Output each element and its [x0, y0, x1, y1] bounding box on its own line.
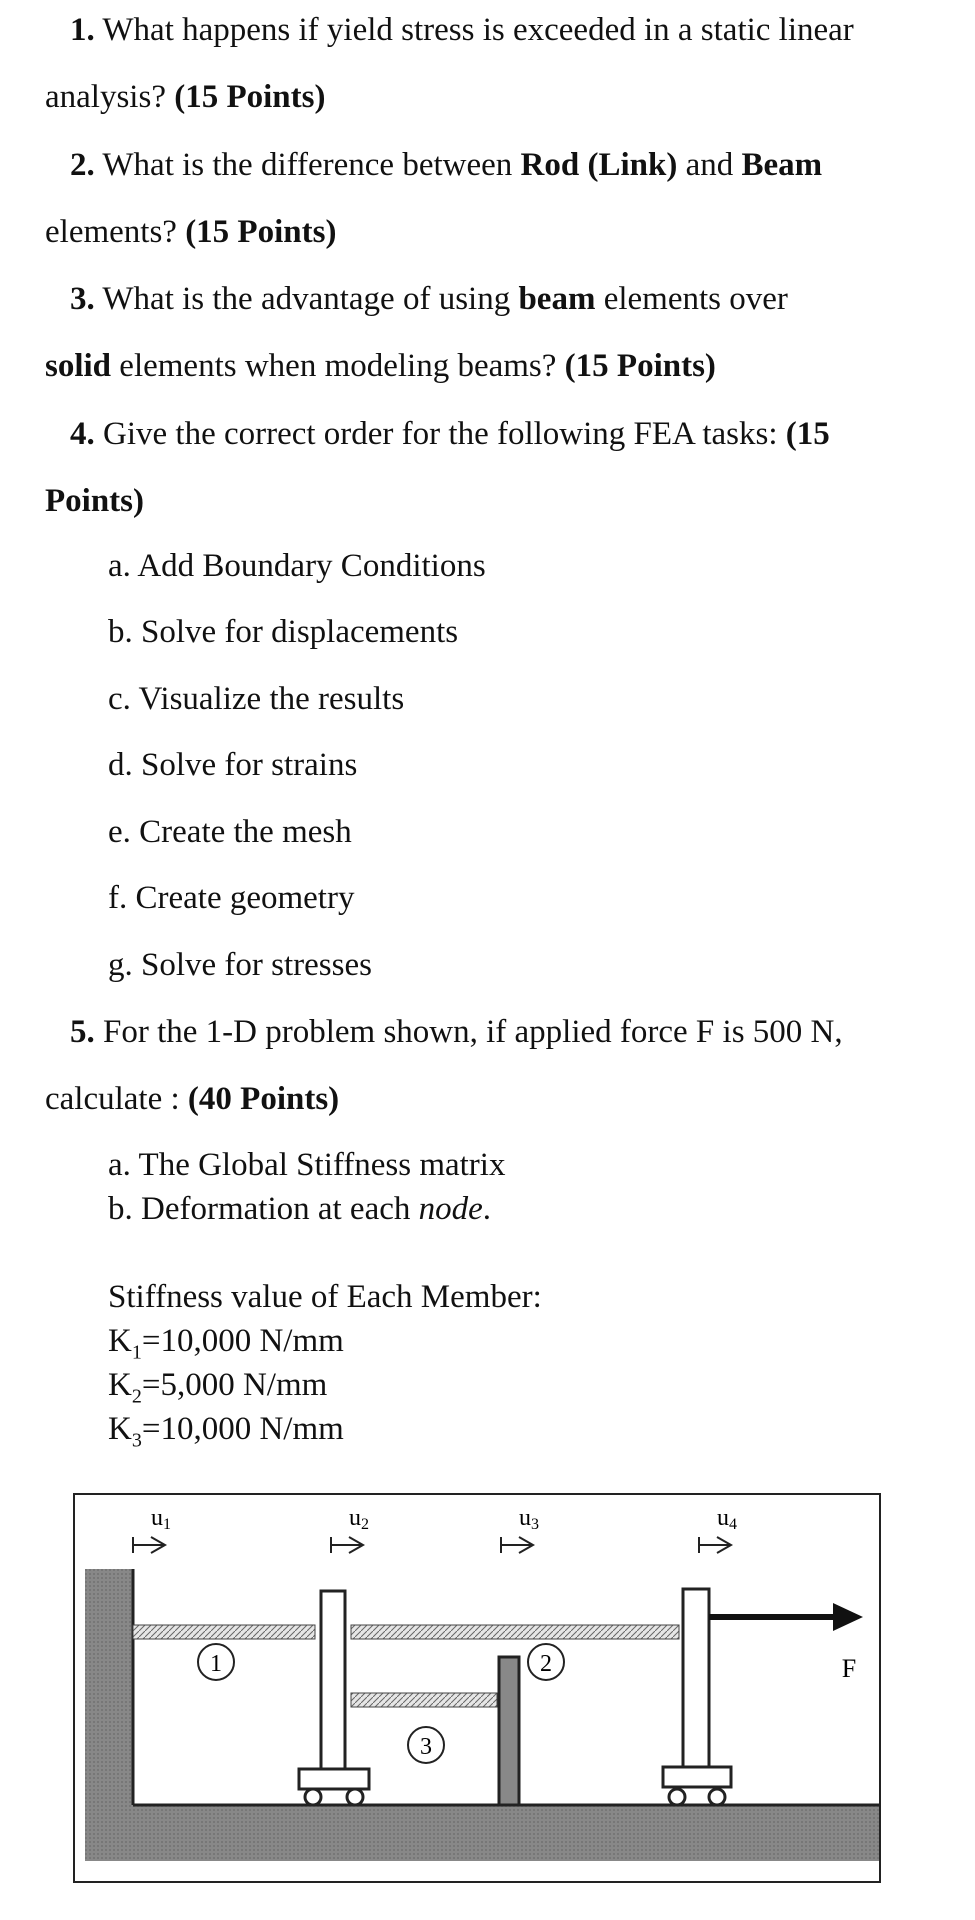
k3-value: =10,000 N/mm: [141, 1411, 344, 1447]
q3-line2: [45, 346, 716, 386]
force-label: F: [841, 1654, 857, 1683]
u3-label: u3: [519, 1505, 539, 1533]
node-3-post: [499, 1657, 519, 1805]
ground-floor: [85, 1805, 879, 1861]
k1-subscript: 1: [131, 1341, 142, 1364]
q3-points: (15 Points): [564, 348, 716, 384]
q2-line2: [45, 212, 336, 252]
member-3-label: 3: [420, 1734, 432, 1760]
q5-item-b-node: node: [418, 1191, 483, 1227]
q2-beam: Beam: [741, 147, 823, 183]
q5-text: For the 1-D problem shown, if applied force F is 500 N,: [94, 1014, 843, 1050]
cart-2-wheel-right: [347, 1789, 363, 1805]
q2-and: and: [677, 147, 742, 183]
q3-text-b: elements over: [595, 281, 788, 317]
q4-line2: [45, 481, 144, 521]
q4-item-d: d. Solve for strains: [108, 747, 358, 783]
k1-value: =10,000 N/mm: [141, 1323, 344, 1359]
q1-line2: [45, 77, 325, 117]
k3-subscript: 3: [131, 1429, 142, 1452]
cart-4-base: [663, 1767, 731, 1787]
q4-points-a: (15: [785, 416, 830, 452]
cart-4-wheel-right: [709, 1789, 725, 1805]
q4-item-c: c. Visualize the results: [108, 681, 405, 717]
u2-label: u2: [349, 1505, 369, 1533]
member-1-spring: [133, 1625, 315, 1639]
q2-rod: Rod (Link): [520, 147, 678, 183]
q5-points: (40 Points): [187, 1081, 340, 1117]
q5-text-cont: calculate :: [45, 1081, 188, 1117]
q1-line1: [70, 10, 854, 50]
stiffness-title: Stiffness value of Each Member:: [108, 1279, 542, 1315]
q4-points-b: Points): [45, 483, 144, 519]
member-2-label: 2: [540, 1651, 552, 1677]
q5-item-b-text: b. Deformation at each: [108, 1191, 419, 1227]
q3-beam: beam: [518, 281, 596, 317]
q2-line1: [70, 145, 822, 185]
cart-2-wheel-left: [305, 1789, 321, 1805]
k3-symbol: K: [108, 1411, 132, 1447]
q4-line1: [70, 414, 830, 454]
q2-text: What is the difference between: [94, 147, 521, 183]
q5-item-a: a. The Global Stiffness matrix: [108, 1147, 506, 1183]
u4-label: u4: [717, 1505, 737, 1533]
q1-number: 1.: [70, 12, 95, 48]
q5-line1: [70, 1012, 843, 1052]
q5-item-b-end: .: [482, 1191, 492, 1227]
q3-number: 3.: [70, 281, 95, 317]
k2-symbol: K: [108, 1367, 132, 1403]
member-2-spring: [351, 1625, 679, 1639]
q2-points: (15 Points): [185, 214, 337, 250]
q2-text-cont: elements?: [45, 214, 186, 250]
q4-item-e: e. Create the mesh: [108, 814, 352, 850]
q3-solid: solid: [45, 348, 112, 384]
spring-system-figure: [73, 1493, 881, 1883]
k2-subscript: 2: [131, 1385, 142, 1408]
q1-text: What happens if yield stress is exceeded in a static linear: [94, 12, 854, 48]
cart-4-wheel-left: [669, 1789, 685, 1805]
q4-item-a: a. Add Boundary Conditions: [108, 548, 486, 584]
q5-line2: [45, 1079, 339, 1119]
q3-line1: [70, 279, 788, 319]
q4-text: Give the correct order for the following FEA tasks:: [94, 416, 786, 452]
k1-symbol: K: [108, 1323, 132, 1359]
cart-4-post: [683, 1589, 709, 1775]
q4-item-f: f. Create geometry: [108, 880, 355, 916]
member-3-spring: [351, 1693, 497, 1707]
k2-value: =5,000 N/mm: [141, 1367, 328, 1403]
q4-number: 4.: [70, 416, 95, 452]
cart-2-post: [321, 1591, 345, 1777]
stiffness-k3: [108, 1409, 344, 1461]
q2-number: 2.: [70, 147, 95, 183]
q3-text: What is the advantage of using: [94, 281, 519, 317]
u1-label: u1: [151, 1505, 171, 1533]
q1-points: (15 Points): [174, 79, 326, 115]
q4-item-g: g. Solve for stresses: [108, 947, 372, 983]
q3-text-c: elements when modeling beams?: [111, 348, 565, 384]
q5-number: 5.: [70, 1014, 95, 1050]
cart-2-base: [299, 1769, 369, 1789]
member-1-label: 1: [210, 1651, 222, 1677]
q1-text-cont: analysis?: [45, 79, 175, 115]
q4-item-b: b. Solve for displacements: [108, 614, 459, 650]
q5-item-b: [108, 1189, 491, 1229]
